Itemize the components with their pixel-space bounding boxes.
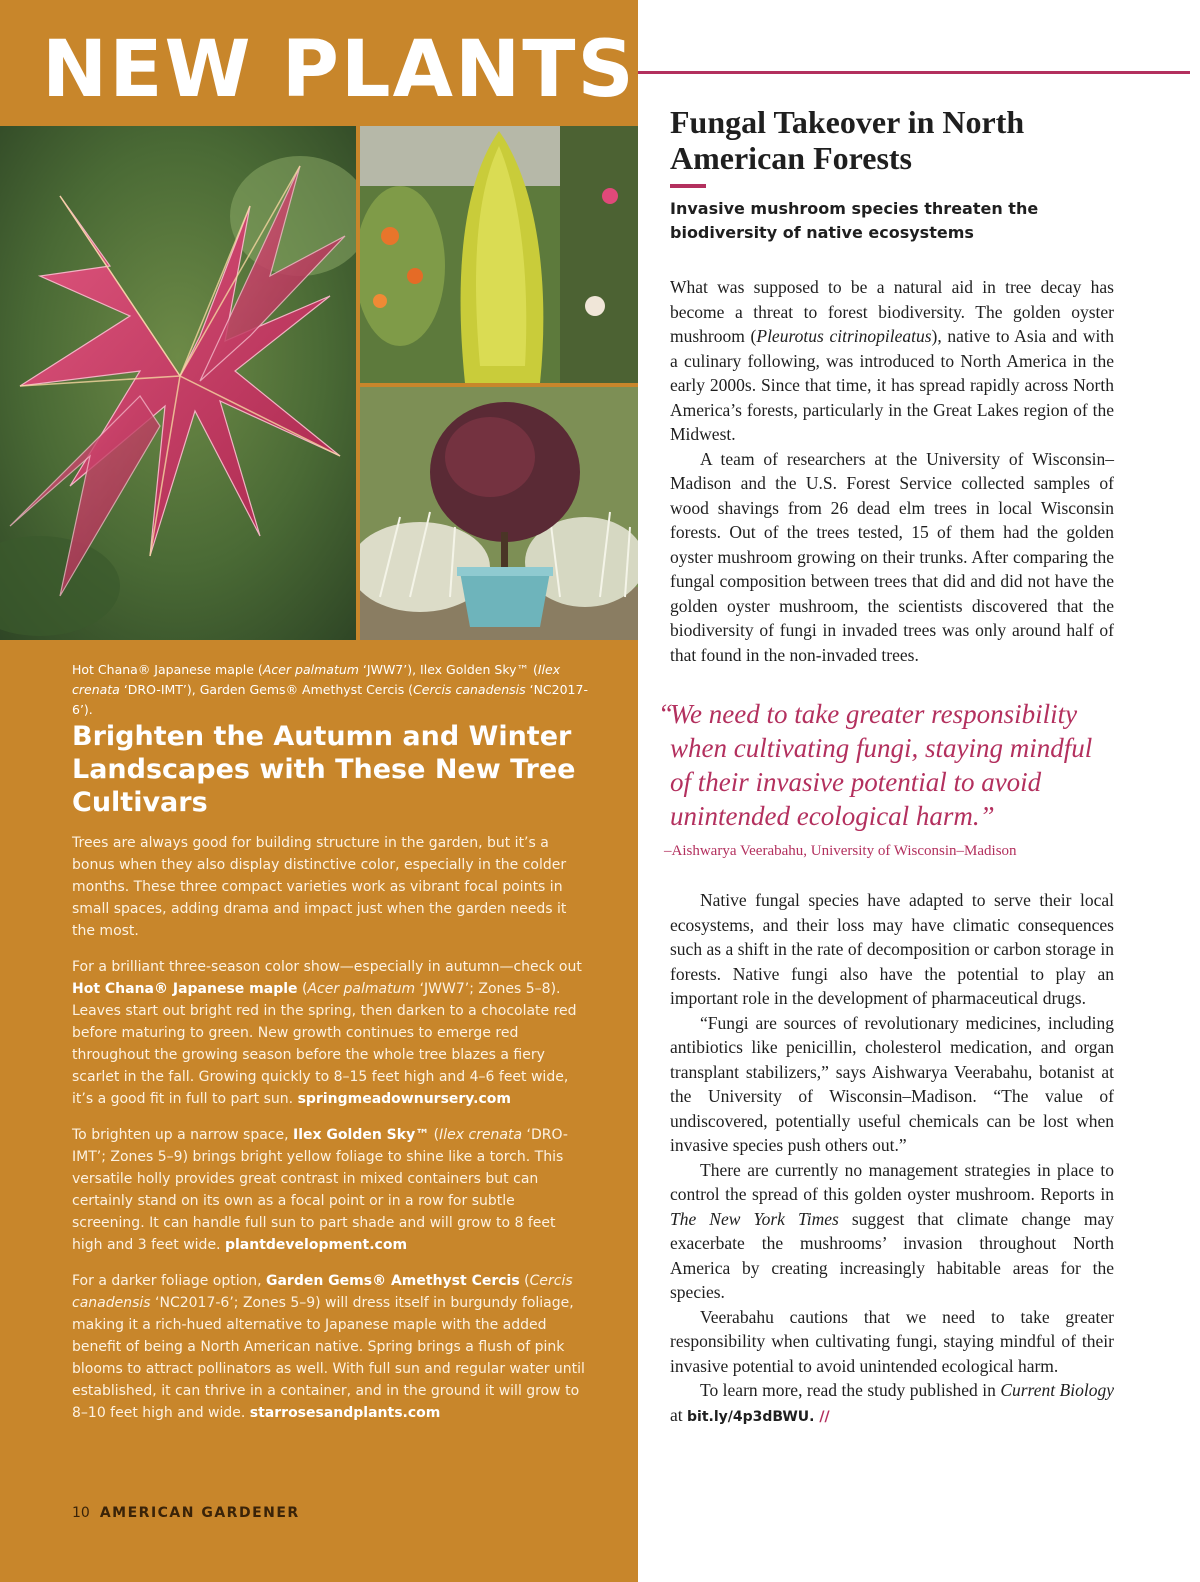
- text-run: Hot Chana® Japanese maple: [72, 981, 298, 997]
- text-run: Native fungal species have adapted to serve their local ecosystems, and their loss may have climatic consequences such as a shift in the rate of decomposition or carbon storage in forests. Native fungi also have the potential to play an important role in the development of pharmaceutical drugs.: [670, 890, 1114, 1008]
- text-run: Acer palmatum: [262, 662, 359, 677]
- text-run: ‘NC2017-6’; Zones 5–9) will dress itself in burgundy foliage, making it a rich-hued alternative to Japanese maple with the added benefit of being a North American native. Spring brings a flush of pink blooms to attract pollinators as well. With full sun and regular water until established, it can thrive in a container, and in the ground it will grow to 8–10 feet high and wide.: [72, 1295, 585, 1421]
- text-run: What was supposed to be a natural aid in tree decay has become a threat to forest biodiversity. The golden oyster mushroom (: [670, 277, 1114, 346]
- ilex-holly-image: [360, 126, 638, 383]
- text-run: ‘NC2017-6’).: [72, 682, 588, 717]
- text-run: Trees are always good for building structure in the garden, but it’s a bonus when they also display distinctive color, especially in the colder months. These three compact varieties work as vibrant focal points in small spaces, adding drama and impact just when the garden needs it the most.: [72, 835, 567, 939]
- article-paragraph: [670, 888, 1114, 1011]
- text-run: //: [814, 1408, 830, 1425]
- text-run: (: [297, 981, 308, 997]
- text-run: ‘DRO-IMT’; Zones 5–9) brings bright yellow foliage to shine like a torch. This versatile holly provides great contrast in mixed containers but can certainly stand on its own as a focal point or in a row for subtle screening. It can handle full sun to part shade and will grow to 8 feet high and 3 feet wide.: [72, 1127, 568, 1253]
- text-run: Hot Chana® Japanese maple (: [72, 662, 263, 677]
- text-run: Acer palmatum: [307, 981, 416, 997]
- page-number: 10: [72, 1505, 90, 1521]
- article-paragraph: [670, 1158, 1114, 1305]
- text-run: “Fungi are sources of revolutionary medicines, including antibiotics like penicillin, cholesterol medication, and organ transplant stabilizers,” says Aishwarya Veerabahu, botanist at the University of Wisconsin–Madison. “The value of undiscovered, potentially useful chemicals can be lost when invasive species push others out.”: [670, 1012, 1114, 1155]
- text-run: ), native to Asia and with a culinary following, was introduced to North America in the early 2000s. Since that time, it has spread rapidly across North America’s forests, particularly in the Great Lakes region of the Midwest.: [670, 326, 1114, 444]
- cercis-tree-image: [360, 387, 638, 640]
- text-run: Current Biology: [1000, 1380, 1114, 1400]
- text-run: To learn more, read the study published in: [700, 1380, 1001, 1400]
- article-paragraph: [670, 1378, 1114, 1429]
- article-body-top: [670, 275, 1114, 667]
- text-run: starrosesandplants.com: [249, 1405, 441, 1421]
- text-run: Ilex crenata: [439, 1127, 523, 1143]
- text-run: For a darker foliage option,: [72, 1273, 266, 1289]
- pull-quote-attribution: –Aishwarya Veerabahu, University of Wisconsin–Madison: [664, 843, 1017, 859]
- text-run: A team of researchers at the University of Wisconsin–Madison and the U.S. Forest Service collected samples of wood shavings from 26 dead elm trees in local Wisconsin forests. Out of the trees tested, 15 of them had the golden oyster mushroom growing on their trunks. After comparing the fungal composition between trees that did and did not have the golden oyster mushroom, the scientists discovered that the biodiversity of fungi in invaded trees was only around half of that found in the non-invaded trees.: [670, 448, 1114, 665]
- magazine-name: AMERICAN GARDENER: [99, 1505, 300, 1521]
- top-rule: [638, 71, 1190, 74]
- quote-mark: “: [658, 699, 674, 729]
- article-paragraph: [670, 1011, 1114, 1158]
- text-run: To brighten up a narrow space,: [72, 1127, 293, 1143]
- article-paragraph: [670, 1305, 1114, 1379]
- cultivars-paragraph: [72, 1270, 590, 1424]
- text-run: springmeadownursery.com: [297, 1091, 511, 1107]
- photo-grid: [0, 126, 638, 640]
- maple-leaves-image: [0, 126, 356, 640]
- photo-caption: [72, 660, 592, 720]
- text-run: ‘JWW7’; Zones 5–8). Leaves start out bright red in the spring, then darken to a chocolate red before maturing to green. New growth continues to emerge red throughout the growing season before the whole tree blazes a fiery scarlet in the fall. Growing quickly to 8–15 feet high and 4–6 feet wide, it’s a good fit in full to part sun.: [72, 981, 577, 1107]
- text-run: Cercis canadensis: [413, 682, 526, 697]
- article-paragraph: [670, 275, 1114, 447]
- text-run: Veerabahu cautions that we need to take greater responsibility when cultivating fungi, staying mindful of their invasive potential to avoid unintended ecological harm.: [670, 1306, 1114, 1376]
- text-run: suggest that climate change may exacerbate the mushrooms’ invasion throughout North America by creating increasingly habitable areas for the species.: [670, 1208, 1114, 1302]
- pull-quote: [658, 697, 1114, 833]
- text-run: at: [670, 1404, 688, 1425]
- text-run: Ilex crenata: [72, 662, 561, 697]
- cultivars-paragraph: [72, 1124, 590, 1256]
- text-run: The New York Times: [670, 1208, 839, 1229]
- section-title: NEW PLANTS: [42, 25, 636, 115]
- text-run: Cercis canadensis: [72, 1273, 573, 1311]
- page-footer: [72, 1505, 300, 1521]
- text-run: (: [519, 1273, 530, 1289]
- article-paragraph: [670, 447, 1114, 668]
- photo-amethyst-cercis: [360, 387, 638, 640]
- cultivars-headline: Brighten the Autumn and Winter Landscapes with These New Tree Cultivars: [72, 721, 576, 818]
- text-run: ‘JWW7’), Ilex Golden Sky™ (: [358, 662, 538, 677]
- text-run: plantdevelopment.com: [224, 1237, 408, 1253]
- text-run: For a brilliant three-season color show—especially in autumn—check out: [72, 959, 582, 975]
- text-run: (: [429, 1127, 440, 1143]
- photo-ilex-golden-sky: [360, 126, 638, 383]
- article-deck: Invasive mushroom species threaten the biodiversity of native ecosystems: [670, 199, 1039, 242]
- cultivars-body: [72, 832, 590, 1438]
- text-run: Pleurotus citrinopileatus: [756, 326, 932, 346]
- photo-japanese-maple: [0, 126, 356, 640]
- text-run: ‘DRO-IMT’), Garden Gems® Amethyst Cercis (: [119, 682, 414, 697]
- accent-bar: [670, 184, 706, 188]
- cultivars-paragraph: [72, 832, 590, 942]
- article-title: Fungal Takeover in North American Forests: [670, 104, 1025, 176]
- text-run: Ilex Golden Sky™: [293, 1127, 430, 1143]
- right-column: [658, 104, 1114, 1429]
- text-run: There are currently no management strategies in place to control the spread of this golden oyster mushroom. Reports in: [670, 1159, 1114, 1204]
- text-run: bit.ly/4p3dBWU.: [687, 1408, 815, 1425]
- text-run: Garden Gems® Amethyst Cercis: [265, 1273, 520, 1289]
- cultivars-paragraph: [72, 956, 590, 1110]
- pull-quote-text: We need to take greater responsibility when cultivating fungi, staying mindful of their invasive potential to avoid unintended ecological harm.”: [670, 699, 1093, 831]
- article-body-bottom: [670, 888, 1114, 1429]
